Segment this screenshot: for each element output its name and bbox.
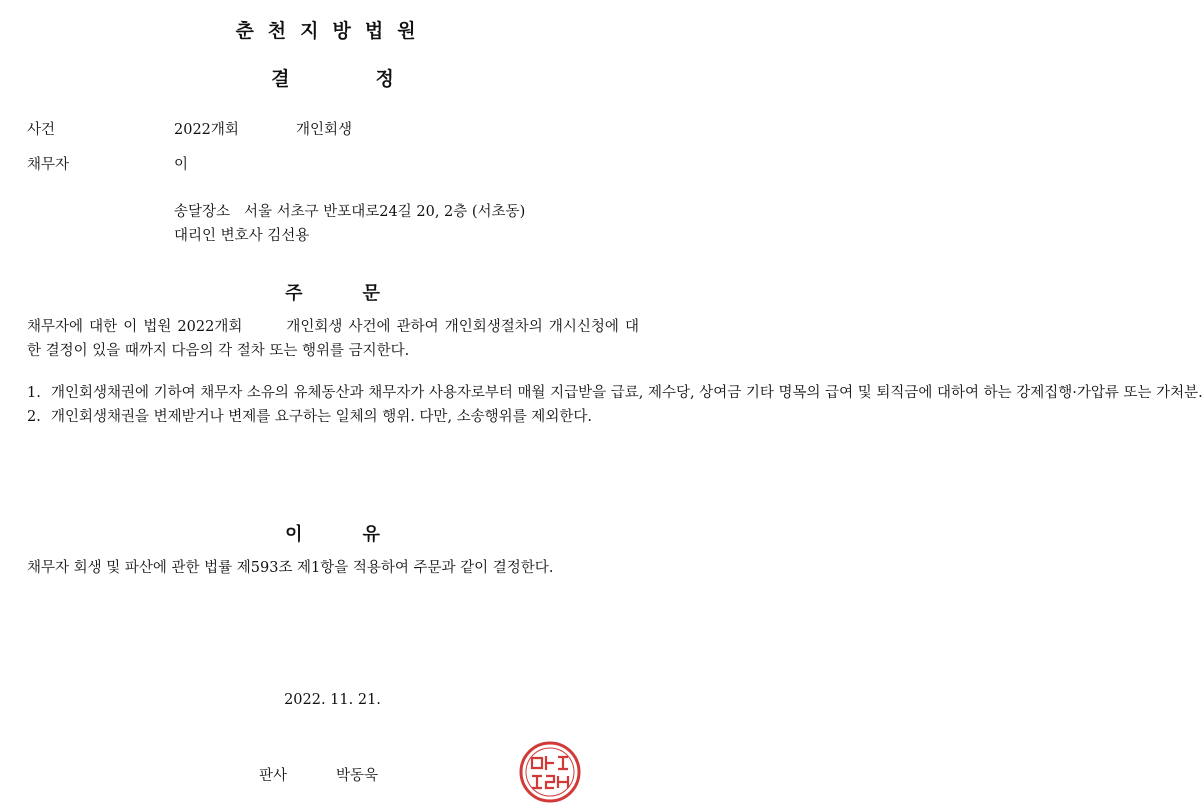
order-intro [27,315,639,363]
case-row [27,118,113,139]
order-item-text: 개인회생채권을 변제받거나 변제를 요구하는 일체의 행위. 다만, 소송행위를 제외한다. [51,409,592,425]
order-item [27,381,1203,405]
case-name: 개인회생 [296,122,353,138]
order-heading: 주문 [285,283,440,304]
order-item-text: 개인회생채권에 기하여 채무자 소유의 유체동산과 채무자가 사용자로부터 매월 지급받을 급료, 제수당, 상여금 기타 명목의 급여 및 퇴직금에 대하여 하는 강제집행·가압류 또는 가처분. [51,385,1203,401]
judge-name: 박동욱 [336,768,379,784]
agent-line: 대리인 변호사 김선용 [174,228,310,244]
court-name: 춘천지방법원 [235,20,430,42]
order-items [27,381,1203,429]
court-seal-icon [518,740,582,804]
service-address-line [174,200,525,221]
order-item-number: 2. [27,409,41,425]
order-item [27,405,639,429]
service-label: 송달장소 [174,204,231,220]
debtor-name: 이 [174,157,189,173]
order-intro-part2: 개인회생 사건에 관하여 개인회생절차의 개시신청에 대한 결정이 있을 때까지 다음의 각 절차 또는 행위를 금지한다. [27,319,639,359]
case-label: 사건 [27,122,56,138]
document-title: 결정 [271,68,480,90]
judge-label: 판사 [259,768,288,784]
service-address: 서울 서초구 반포대로24길 20, 2층 (서초동) [244,204,526,220]
debtor-row [27,153,113,174]
order-intro-part1: 채무자에 대한 이 법원 2022개회 [27,319,243,335]
decision-date: 2022. 11. 21. [284,692,381,708]
reason-heading: 이유 [285,524,440,545]
order-item-number: 1. [27,385,41,401]
debtor-label: 채무자 [27,157,70,173]
case-number: 2022개회 [174,122,239,138]
reason-text: 채무자 회생 및 파산에 관한 법률 제593조 제1항을 적용하여 주문과 같이 결정한다. [27,560,554,576]
